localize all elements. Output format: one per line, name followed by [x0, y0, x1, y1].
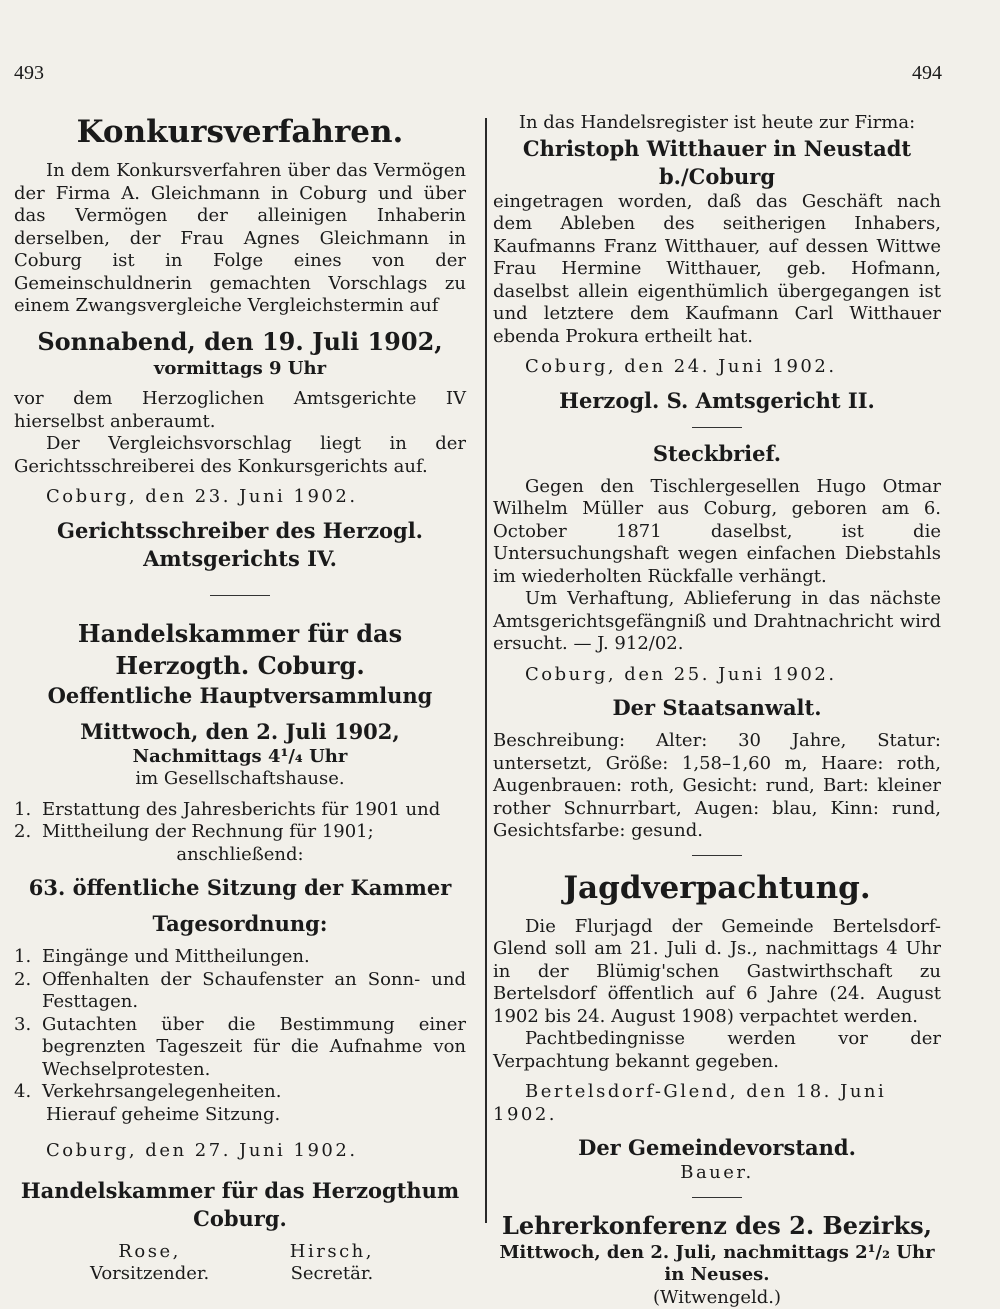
list-item-number: 2. — [14, 821, 31, 844]
kammer-location: im Gesellschaftshause. — [14, 768, 466, 791]
list-item-number: 3. — [14, 1014, 31, 1037]
list-item-text: Offenhalten der Schaufenster an Sonn- und Festtagen. — [42, 969, 466, 1013]
list-item — [14, 1014, 466, 1082]
list-item — [14, 946, 466, 969]
signatory-right-role: Secretär. — [290, 1263, 374, 1286]
konkurs-signature: Gerichtsschreiber des Herzogl. Amtsgerichts IV. — [14, 517, 466, 573]
list-item-text: Verkehrsangelegenheiten. — [42, 1081, 281, 1102]
signatory-right-name: Hirsch, — [290, 1241, 374, 1264]
register-notice — [493, 112, 941, 415]
steckbrief-body: Gegen den Tischlergesellen Hugo Otmar Wilhelm Müller aus Coburg, geboren am 6. October 1871 daselbst, ist die Untersuchungshaft wegen einfachen Diebstahls im wiederholten Rückfalle verhängt. — [493, 476, 941, 589]
steckbrief-request: Um Verhaftung, Ablieferung in das nächste Amtsgerichtsgefängniß und Drahtnachricht wird ersucht. — J. 912/02. — [493, 588, 941, 656]
register-intro: In das Handelsregister ist heute zur Firma: — [493, 112, 941, 135]
konkurs-heading: Konkursverfahren. — [14, 112, 466, 152]
register-firm: Christoph Witthauer in Neustadt b./Coburg — [493, 135, 941, 191]
lehrer-notice — [493, 1210, 941, 1309]
kammer-session: 63. öffentliche Sitzung der Kammer — [14, 874, 466, 902]
kammer-connector: anschließend: — [14, 844, 466, 867]
list-item-text: Mittheilung der Rechnung für 1901; — [42, 821, 374, 842]
right-column — [493, 112, 941, 1309]
section-rule — [692, 855, 742, 856]
lehrer-sub: (Witwengeld.) — [493, 1287, 941, 1309]
jagd-signature: Der Gemeindevorstand. — [493, 1134, 941, 1162]
signatory-left — [90, 1241, 209, 1286]
column-divider — [485, 118, 487, 1223]
list-item-text: Gutachten über die Bestimmung einer begrenzten Tageszeit für die Aufnahme von Wechselprotesten. — [42, 1014, 466, 1080]
steckbrief-heading: Steckbrief. — [493, 440, 941, 468]
jagd-conditions: Pachtbedingnisse werden vor der Verpachtung bekannt gegeben. — [493, 1028, 941, 1073]
jagd-place-date: Bertelsdorf-Glend, den 18. Juni 1902. — [493, 1081, 941, 1126]
kammer-agenda-title: Tagesordnung: — [14, 910, 466, 938]
konkurs-court: vor dem Herzoglichen Amtsgerichte IV hierselbst anberaumt. — [14, 388, 466, 433]
list-item-number: 1. — [14, 946, 31, 969]
jagd-heading: Jagdverpachtung. — [493, 868, 941, 908]
signatory-left-role: Vorsitzender. — [90, 1263, 209, 1286]
signatory-left-name: Rose, — [90, 1241, 209, 1264]
list-item — [14, 821, 466, 844]
kammer-subheading: Oeffentliche Hauptversammlung — [14, 682, 466, 710]
left-column — [14, 112, 466, 1286]
section-rule — [210, 595, 270, 596]
list-item-number: 4. — [14, 1081, 31, 1104]
section-rule — [692, 427, 742, 428]
lehrer-heading: Lehrerkonferenz des 2. Bezirks, — [493, 1210, 941, 1242]
list-item — [14, 799, 466, 822]
kammer-time: Nachmittags 4¹/₄ Uhr — [14, 746, 466, 769]
section-rule — [692, 1197, 742, 1198]
konkurs-body: In dem Konkursverfahren über das Vermögen der Firma A. Gleichmann in Coburg und über das Vermögen der alleinigen Inhaberin derselben, der Frau Agnes Gleichmann in Coburg ist in Folge eines von der Gemeinschuldnerin gemachten Vorschlags zu einem Zwangsvergleiche Vergleichstermin auf — [14, 160, 466, 318]
steckbrief-notice — [493, 440, 941, 843]
kammer-list-a — [14, 799, 466, 844]
konkurs-notice — [14, 112, 466, 573]
kammer-notice — [14, 618, 466, 1286]
kammer-date: Mittwoch, den 2. Juli 1902, — [14, 718, 466, 746]
steckbrief-signature: Der Staatsanwalt. — [493, 694, 941, 722]
kammer-signature: Handelskammer für das Herzogthum Coburg. — [14, 1177, 466, 1233]
register-place-date: Coburg, den 24. Juni 1902. — [493, 356, 941, 379]
list-item — [14, 1081, 466, 1104]
kammer-list-b — [14, 946, 466, 1104]
konkurs-time: vormittags 9 Uhr — [14, 358, 466, 381]
kammer-signatories — [14, 1241, 466, 1286]
kammer-place-date: Coburg, den 27. Juni 1902. — [14, 1140, 466, 1163]
register-signature: Herzogl. S. Amtsgericht II. — [493, 387, 941, 415]
page-number-right: 494 — [912, 62, 942, 85]
lehrer-place: in Neuses. — [493, 1264, 941, 1287]
lehrer-date: Mittwoch, den 2. Juli, nachmittags 2¹/₂ Uhr — [493, 1242, 941, 1265]
kammer-heading: Handelskammer für das Herzogth. Coburg. — [14, 618, 466, 682]
list-item-text: Erstattung des Jahresberichts für 1901 und — [42, 799, 440, 820]
konkurs-place-date: Coburg, den 23. Juni 1902. — [14, 486, 466, 509]
jagd-name: Bauer. — [493, 1162, 941, 1185]
register-body: eingetragen worden, daß das Geschäft nach dem Ableben des seitherigen Inhabers, Kaufmanns Franz Witthauer, auf dessen Wittwe Frau Hermine Witthauer, geb. Hofmann, daselbst allein eigenthümlich übergegangen ist und letztere dem Kaufmann Carl Witthauer ebenda Prokura ertheilt hat. — [493, 191, 941, 349]
list-item — [14, 969, 466, 1014]
kammer-closing: Hierauf geheime Sitzung. — [14, 1104, 466, 1127]
konkurs-note: Der Vergleichsvorschlag liegt in der Gerichtsschreiberei des Konkursgerichts auf. — [14, 433, 466, 478]
list-item-number: 2. — [14, 969, 31, 992]
list-item-number: 1. — [14, 799, 31, 822]
jagd-body: Die Flurjagd der Gemeinde Bertelsdorf-Glend soll am 21. Juli d. Js., nachmittags 4 Uhr in der Blümig'schen Gastwirthschaft zu Bertelsdorf öffentlich auf 6 Jahre (24. August 1902 bis 24. August 1908) verpachtet werden. — [493, 916, 941, 1029]
jagd-notice — [493, 868, 941, 1185]
signatory-right — [290, 1241, 374, 1286]
steckbrief-description: Beschreibung: Alter: 30 Jahre, Statur: untersetzt, Größe: 1,58–1,60 m, Haare: roth, Augenbrauen: roth, Gesicht: rund, Bart: kleiner rother Schnurrbart, Augen: blau, Kinn: rund, Gesichtsfarbe: gesund. — [493, 730, 941, 843]
steckbrief-place-date: Coburg, den 25. Juni 1902. — [493, 664, 941, 687]
konkurs-date: Sonnabend, den 19. Juli 1902, — [14, 326, 466, 358]
page-number-left: 493 — [14, 62, 44, 85]
list-item-text: Eingänge und Mittheilungen. — [42, 946, 310, 967]
